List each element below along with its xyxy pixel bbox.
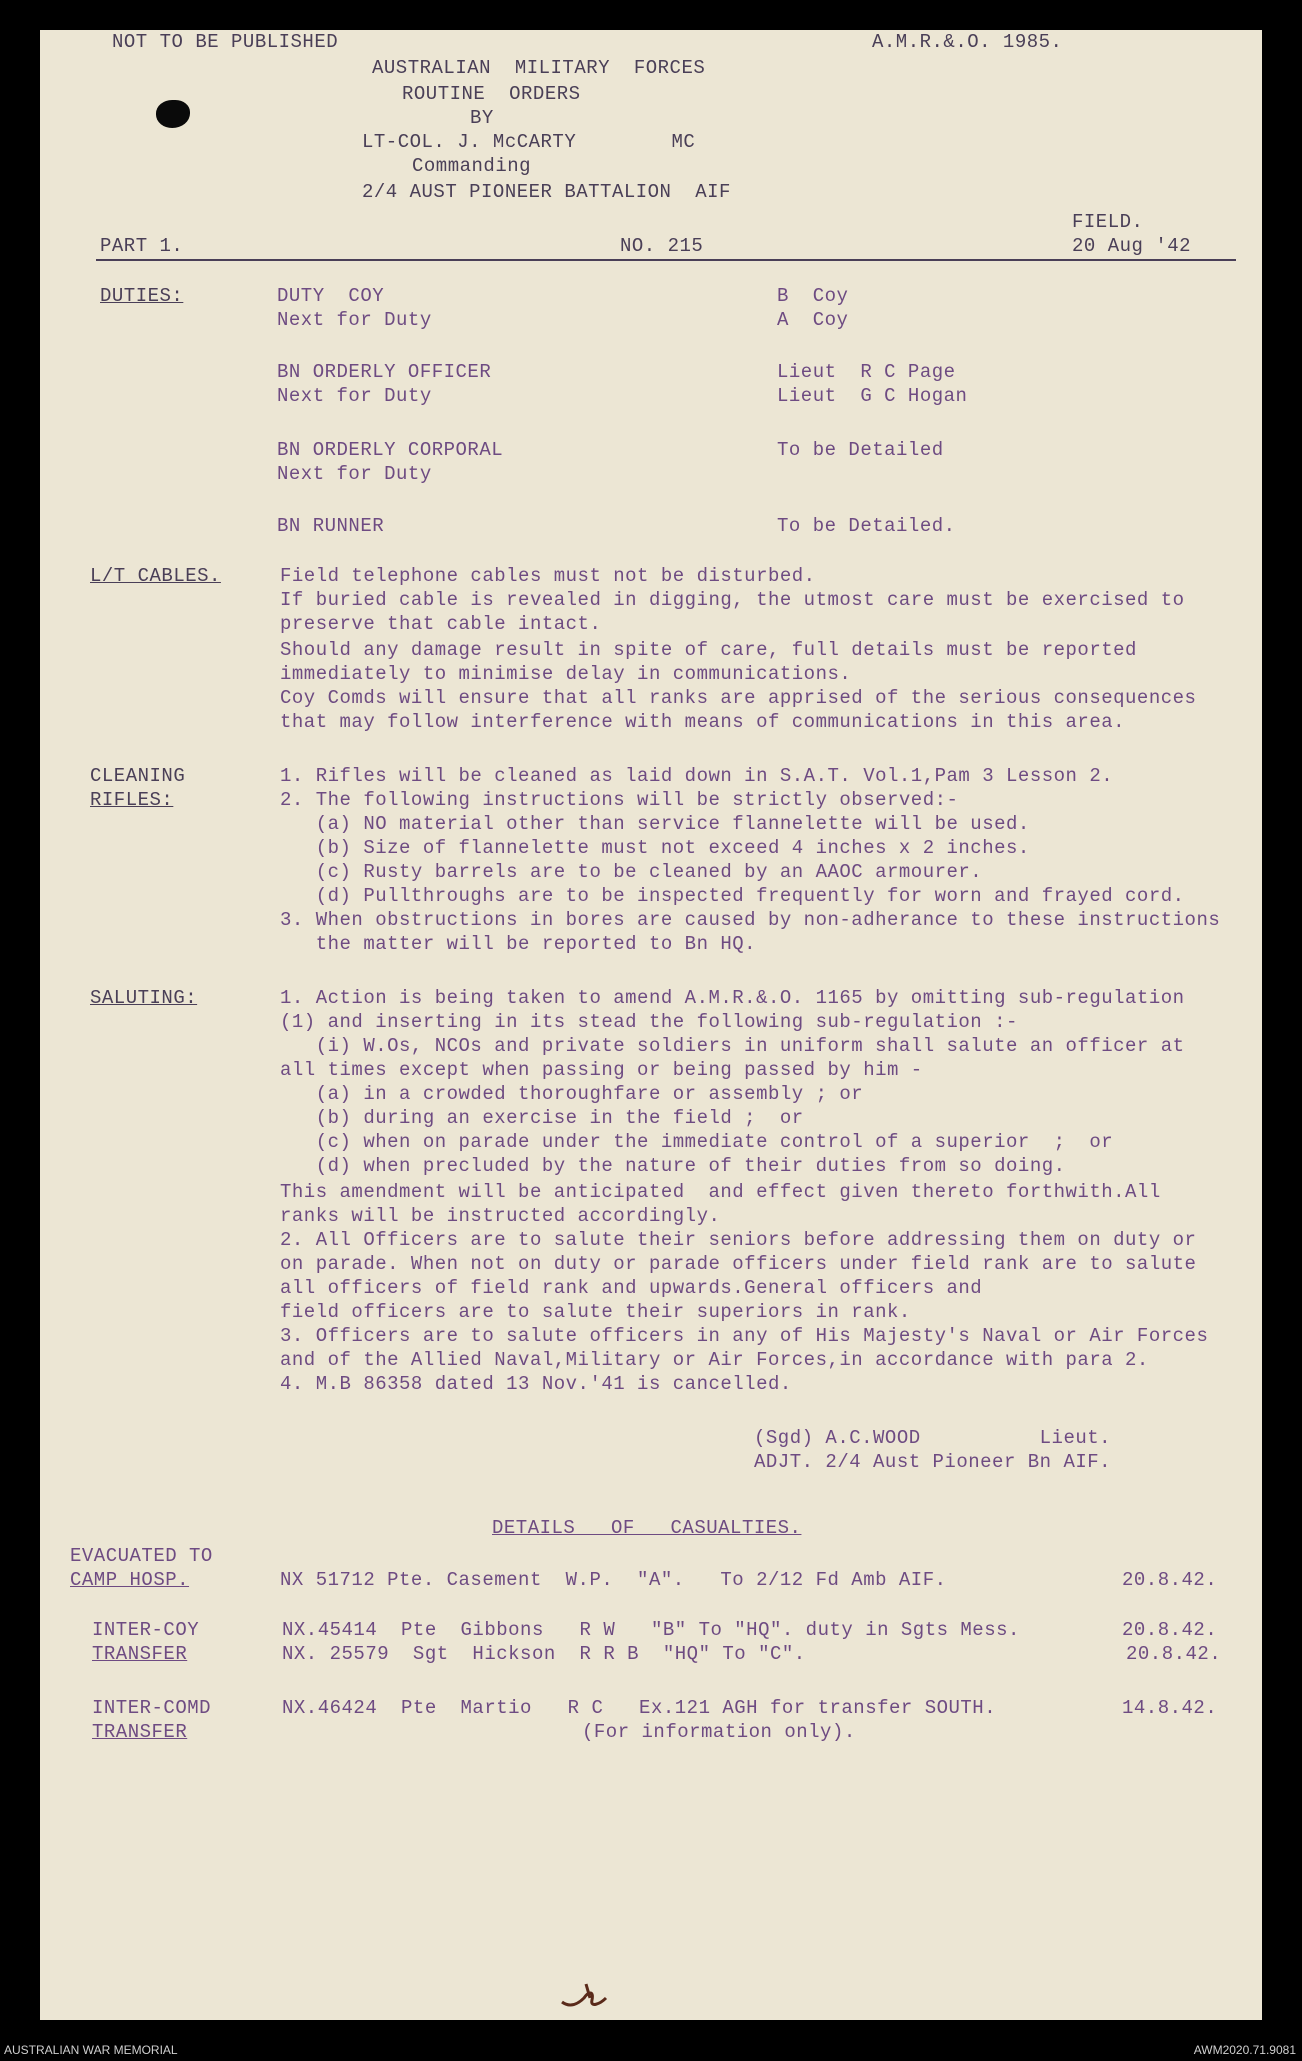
saluting-line: all officers of field rank and upwards.General officers and: [280, 1277, 983, 1299]
evacuated-entry: NX 51712 Pte. Casement W.P. "A". To 2/12 Fd Amb AIF.: [280, 1569, 947, 1591]
evacuated-heading-1: EVACUATED TO: [70, 1545, 213, 1567]
header-line-3: BY: [470, 107, 494, 129]
part-label: PART 1.: [100, 235, 184, 257]
cables-line: immediately to minimise delay in communications.: [280, 663, 852, 685]
intercoy-entry: NX. 25579 Sgt Hickson R R B "HQ" To "C".: [282, 1643, 806, 1665]
saluting-line: (d) when precluded by the nature of their duties from so doing.: [280, 1155, 1066, 1177]
duty-label: Next for Duty: [277, 309, 432, 331]
duties-heading: DUTIES:: [100, 285, 184, 307]
rifles-line: 2. The following instructions will be strictly observed:-: [280, 789, 959, 811]
duty-label: BN ORDERLY CORPORAL: [277, 439, 504, 461]
cables-heading: L/T CABLES.: [90, 565, 221, 587]
header-line-1: AUSTRALIAN MILITARY FORCES: [372, 57, 706, 79]
duty-value: To be Detailed: [777, 439, 944, 461]
saluting-line: ranks will be instructed accordingly.: [280, 1205, 721, 1227]
saluting-line: all times except when passing or being passed by him -: [280, 1059, 923, 1081]
saluting-line: 3. Officers are to salute officers in any of His Majesty's Naval or Air Forces: [280, 1325, 1209, 1347]
casualties-title: DETAILS OF CASUALTIES.: [492, 1517, 802, 1539]
cables-line: If buried cable is revealed in digging, the utmost care must be exercised to: [280, 589, 1185, 611]
cables-line: that may follow interference with means of communications in this area.: [280, 711, 1126, 733]
duty-value: To be Detailed.: [777, 515, 956, 537]
field-label: FIELD.: [1072, 211, 1144, 233]
not-published-note: NOT TO BE PUBLISHED: [112, 31, 339, 53]
rifles-line: 1. Rifles will be cleaned as laid down in S.A.T. Vol.1,Pam 3 Lesson 2.: [280, 765, 1114, 787]
duty-value: A Coy: [777, 309, 849, 331]
document-page: [40, 30, 1262, 2020]
saluting-line: (i) W.Os, NCOs and private soldiers in uniform shall salute an officer at: [280, 1035, 1185, 1057]
intercoy-date: 20.8.42.: [1126, 1643, 1222, 1665]
header-line-6: 2/4 AUST PIONEER BATTALION AIF: [362, 181, 731, 203]
saluting-line: and of the Allied Naval,Military or Air Forces,in accordance with para 2.: [280, 1349, 1149, 1371]
saluting-line: (a) in a crowded thoroughfare or assembly ; or: [280, 1083, 864, 1105]
punch-hole: [156, 100, 190, 128]
duty-label: DUTY COY: [277, 285, 385, 307]
intercoy-entry: NX.45414 Pte Gibbons R W "B" To "HQ". duty in Sgts Mess.: [282, 1619, 1020, 1641]
intercomd-date: 14.8.42.: [1122, 1697, 1218, 1719]
saluting-line: on parade. When not on duty or parade officers under field rank are to salute: [280, 1253, 1197, 1275]
rifles-heading-2: RIFLES:: [90, 789, 174, 811]
evacuated-heading-2: CAMP HOSP.: [70, 1569, 190, 1591]
saluting-line: 2. All Officers are to salute their seniors before addressing them on duty or: [280, 1229, 1197, 1251]
cables-line: Coy Comds will ensure that all ranks are apprised of the serious consequences: [280, 687, 1197, 709]
cables-line: preserve that cable intact.: [280, 613, 602, 635]
signature-line-1: (Sgd) A.C.WOOD Lieut.: [754, 1427, 1112, 1449]
footer-archive: AUSTRALIAN WAR MEMORIAL: [4, 2043, 178, 2057]
duty-value: B Coy: [777, 285, 849, 307]
cables-line: Should any damage result in spite of care, full details must be reported: [280, 639, 1137, 661]
saluting-line: (1) and inserting in its stead the following sub-regulation :-: [280, 1011, 1018, 1033]
duty-value: Lieut G C Hogan: [777, 385, 968, 407]
saluting-line: (b) during an exercise in the field ; or: [280, 1107, 804, 1129]
ink-mark: [560, 1978, 610, 2014]
cables-line: Field telephone cables must not be disturbed.: [280, 565, 816, 587]
order-number: NO. 215: [620, 235, 704, 257]
evacuated-date: 20.8.42.: [1122, 1569, 1218, 1591]
rifles-line: (d) Pullthroughs are to be inspected frequently for worn and frayed cord.: [280, 885, 1185, 907]
intercomd-note: (For information only).: [582, 1721, 856, 1743]
saluting-line: 4. M.B 86358 dated 13 Nov.'41 is cancelled.: [280, 1373, 792, 1395]
signature-line-2: ADJT. 2/4 Aust Pioneer Bn AIF.: [754, 1451, 1112, 1473]
duty-value: Lieut R C Page: [777, 361, 956, 383]
rifles-line: (a) NO material other than service flannelette will be used.: [280, 813, 1030, 835]
saluting-heading: SALUTING:: [90, 987, 198, 1009]
header-rule: [96, 259, 1236, 261]
header-line-5: Commanding: [412, 155, 532, 177]
intercomd-heading-2: TRANSFER: [92, 1721, 188, 1743]
duty-label: BN ORDERLY OFFICER: [277, 361, 492, 383]
intercomd-heading-1: INTER-COMD: [92, 1697, 212, 1719]
intercoy-heading-1: INTER-COY: [92, 1619, 200, 1641]
intercoy-date: 20.8.42.: [1122, 1619, 1218, 1641]
saluting-line: 1. Action is being taken to amend A.M.R.&.O. 1165 by omitting sub-regulation: [280, 987, 1185, 1009]
intercoy-heading-2: TRANSFER: [92, 1643, 188, 1665]
header-line-4: LT-COL. J. McCARTY MC: [362, 131, 696, 153]
duty-label: BN RUNNER: [277, 515, 385, 537]
order-date: 20 Aug '42: [1072, 235, 1192, 257]
duty-label: Next for Duty: [277, 463, 432, 485]
header-line-2: ROUTINE ORDERS: [402, 83, 581, 105]
saluting-line: This amendment will be anticipated and effect given thereto forthwith.All: [280, 1181, 1161, 1203]
duty-label: Next for Duty: [277, 385, 432, 407]
saluting-line: (c) when on parade under the immediate control of a superior ; or: [280, 1131, 1114, 1153]
rifles-line: 3. When obstructions in bores are caused by non-adherance to these instructions: [280, 909, 1221, 931]
order-reference: A.M.R.&.O. 1985.: [872, 31, 1063, 53]
footer-accession: AWM2020.71.9081: [1193, 2043, 1296, 2057]
rifles-line: (c) Rusty barrels are to be cleaned by an AAOC armourer.: [280, 861, 983, 883]
saluting-line: field officers are to salute their superiors in rank.: [280, 1301, 911, 1323]
rifles-line: the matter will be reported to Bn HQ.: [280, 933, 757, 955]
rifles-line: (b) Size of flannelette must not exceed 4 inches x 2 inches.: [280, 837, 1030, 859]
rifles-heading-1: CLEANING: [90, 765, 186, 787]
intercomd-entry: NX.46424 Pte Martio R C Ex.121 AGH for transfer SOUTH.: [282, 1697, 997, 1719]
